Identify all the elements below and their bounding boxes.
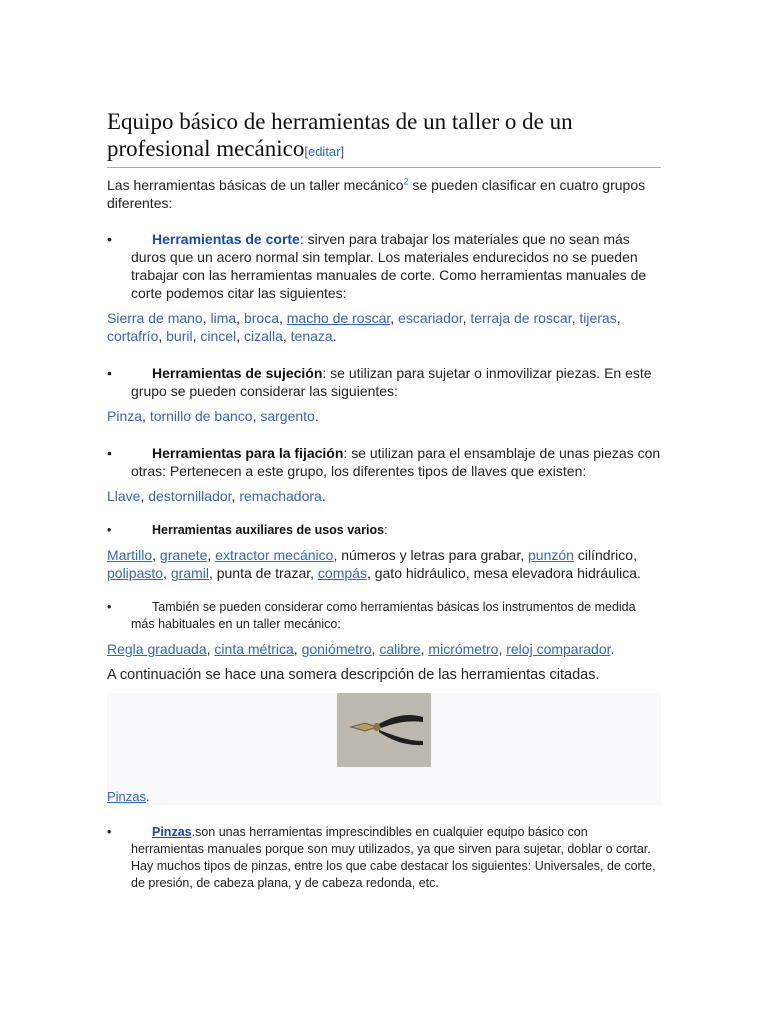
link-macho[interactable]: macho de roscar bbox=[286, 310, 391, 326]
link-cizalla[interactable]: cizalla bbox=[243, 328, 283, 344]
link-sargento[interactable]: sargento bbox=[260, 408, 315, 424]
caption-link[interactable]: Pinzas bbox=[107, 789, 147, 804]
link-destornillador[interactable]: destornillador bbox=[148, 488, 232, 504]
bullet-dot: • bbox=[107, 365, 112, 381]
link-punzon[interactable]: punzón bbox=[528, 547, 574, 563]
term-sujecion: Herramientas de sujeción bbox=[152, 365, 323, 381]
reference-link[interactable]: 2 bbox=[403, 176, 409, 187]
link-goniometro[interactable]: goniómetro bbox=[301, 641, 372, 657]
pinzas-figure bbox=[107, 693, 661, 805]
auxiliares-tool-list: Martillo, granete, extractor mecánico, números y letras para grabar, punzón cilíndrico, polipasto, gramil, punta de trazar, compás, gato hidráulico, mesa elevadora hidráulica. bbox=[107, 547, 641, 581]
link-lima[interactable]: lima bbox=[210, 310, 237, 326]
heading-line-2: profesional mecánico bbox=[107, 136, 305, 161]
bullet-dot: • bbox=[107, 231, 112, 247]
edit-bracket-open: [ bbox=[304, 144, 308, 159]
caption-period: . bbox=[146, 789, 150, 804]
link-cortafrio[interactable]: cortafrío bbox=[107, 328, 159, 344]
bullet-corte bbox=[107, 230, 661, 302]
bullet-auxiliares bbox=[107, 522, 661, 539]
link-gramil[interactable]: gramil bbox=[170, 565, 209, 581]
edit-bracket-close: ] bbox=[340, 144, 345, 159]
bullet-sujecion bbox=[107, 364, 661, 400]
sujecion-tool-list: Pinza, tornillo de banco, sargento. bbox=[107, 408, 319, 424]
link-micrometro[interactable]: micrómetro bbox=[428, 641, 499, 657]
corte-tool-list: Sierra de mano, lima, broca, macho de roscar, escariador, terraja de roscar, tijeras, cortafrío, buril, cincel, cizalla, tenaza. bbox=[107, 310, 621, 344]
link-sierra[interactable]: Sierra de mano bbox=[107, 310, 203, 326]
link-remachadora[interactable]: remachadora bbox=[239, 488, 322, 504]
link-tenaza[interactable]: tenaza bbox=[290, 328, 333, 344]
bullet-dot: • bbox=[107, 523, 112, 537]
link-cincel[interactable]: cincel bbox=[200, 328, 237, 344]
intro-text-cont: se pueden clasificar en cuatro grupos diferentes: bbox=[107, 177, 646, 211]
edit-link[interactable]: editar bbox=[307, 144, 341, 159]
link-polipasto[interactable]: polipasto bbox=[107, 565, 164, 581]
bullet-dot: • bbox=[107, 445, 112, 461]
auxiliares-text-3: , punta de trazar, bbox=[208, 565, 318, 581]
link-martillo[interactable]: Martillo bbox=[107, 547, 153, 563]
bullet-dot: • bbox=[107, 600, 112, 614]
continuation-text: A continuación se hace una somera descripción de las herramientas citadas. bbox=[107, 667, 600, 683]
link-tornillo[interactable]: tornillo de banco bbox=[149, 408, 253, 424]
bullet-fijacion bbox=[107, 444, 661, 480]
bullet-dot: • bbox=[107, 825, 112, 839]
bullet-medida bbox=[107, 599, 661, 633]
auxiliares-text-1: , números y letras para grabar, bbox=[333, 547, 528, 563]
auxiliares-colon: : bbox=[384, 523, 388, 537]
term-corte-link[interactable]: Herramientas de corte bbox=[152, 231, 300, 247]
fijacion-tool-list: Llave, destornillador, remachadora. bbox=[107, 488, 326, 504]
link-llave[interactable]: Llave bbox=[107, 488, 141, 504]
link-broca[interactable]: broca bbox=[243, 310, 279, 326]
pliers-icon bbox=[337, 693, 431, 767]
medida-tool-list: Regla graduada, cinta métrica, goniómetro, calibre, micrómetro, reloj comparador. bbox=[107, 641, 615, 657]
auxiliares-text-2: cilíndrico, bbox=[573, 547, 637, 563]
term-pinzas-link[interactable]: Pinzas bbox=[152, 825, 192, 839]
link-extractor[interactable]: extractor mecánico bbox=[215, 547, 334, 563]
figure-caption bbox=[107, 789, 150, 805]
link-pinza[interactable]: Pinza bbox=[107, 408, 143, 424]
link-cinta[interactable]: cinta métrica bbox=[214, 641, 294, 657]
term-auxiliares: Herramientas auxiliares de usos varios bbox=[152, 523, 385, 537]
intro-text: Las herramientas básicas de un taller mecánico bbox=[107, 177, 404, 193]
term-fijacion: Herramientas para la fijación bbox=[152, 445, 344, 461]
medida-description: También se pueden considerar como herramientas básicas los instrumentos de medida más habituales en un taller mecánico: bbox=[131, 600, 636, 631]
section-heading bbox=[107, 108, 661, 168]
sujecion-description: : se utilizan para sujetar o inmovilizar piezas. En este grupo se pueden considerar las siguientes: bbox=[131, 365, 652, 399]
link-tijeras[interactable]: tijeras bbox=[579, 310, 617, 326]
pinzas-image[interactable] bbox=[337, 693, 431, 767]
link-terraja[interactable]: terraja de roscar bbox=[470, 310, 572, 326]
link-buril[interactable]: buril bbox=[166, 328, 193, 344]
heading-line-1: Equipo básico de herramientas de un taller o de un bbox=[107, 109, 573, 134]
link-granete[interactable]: granete bbox=[159, 547, 208, 563]
pinzas-description: .son unas herramientas imprescindibles en cualquier equipo básico con herramientas manuales porque son muy utilizados, ya que sirven para sujetar, doblar o cortar. Hay muchos tipos de pinzas, entre los que cabe destacar los siguientes: Universales, de corte, de presión, de cabeza plana, y de cabeza redonda, etc. bbox=[131, 825, 656, 890]
link-regla[interactable]: Regla graduada bbox=[107, 641, 207, 657]
bullet-pinzas bbox=[107, 824, 661, 892]
link-escariador[interactable]: escariador bbox=[398, 310, 463, 326]
intro-paragraph bbox=[107, 176, 661, 212]
auxiliares-text-4: , gato hidráulico, mesa elevadora hidráulica. bbox=[366, 565, 641, 581]
link-compas[interactable]: compás bbox=[317, 565, 367, 581]
link-calibre[interactable]: calibre bbox=[379, 641, 421, 657]
link-reloj[interactable]: reloj comparador bbox=[506, 641, 611, 657]
corte-description: : sirven para trabajar los materiales que no sean más duros que un acero normal sin templar. Los materiales endurecidos no se pueden trabajar con las herramientas manuales de corte. Como herramientas manuales de corte podemos citar las siguientes: bbox=[131, 231, 647, 301]
fijacion-description: : se utilizan para el ensamblaje de unas piezas con otras: Pertenecen a este grupo, los diferentes tipos de llaves que existen: bbox=[131, 445, 661, 479]
edit-section bbox=[304, 144, 344, 159]
article bbox=[107, 108, 661, 892]
